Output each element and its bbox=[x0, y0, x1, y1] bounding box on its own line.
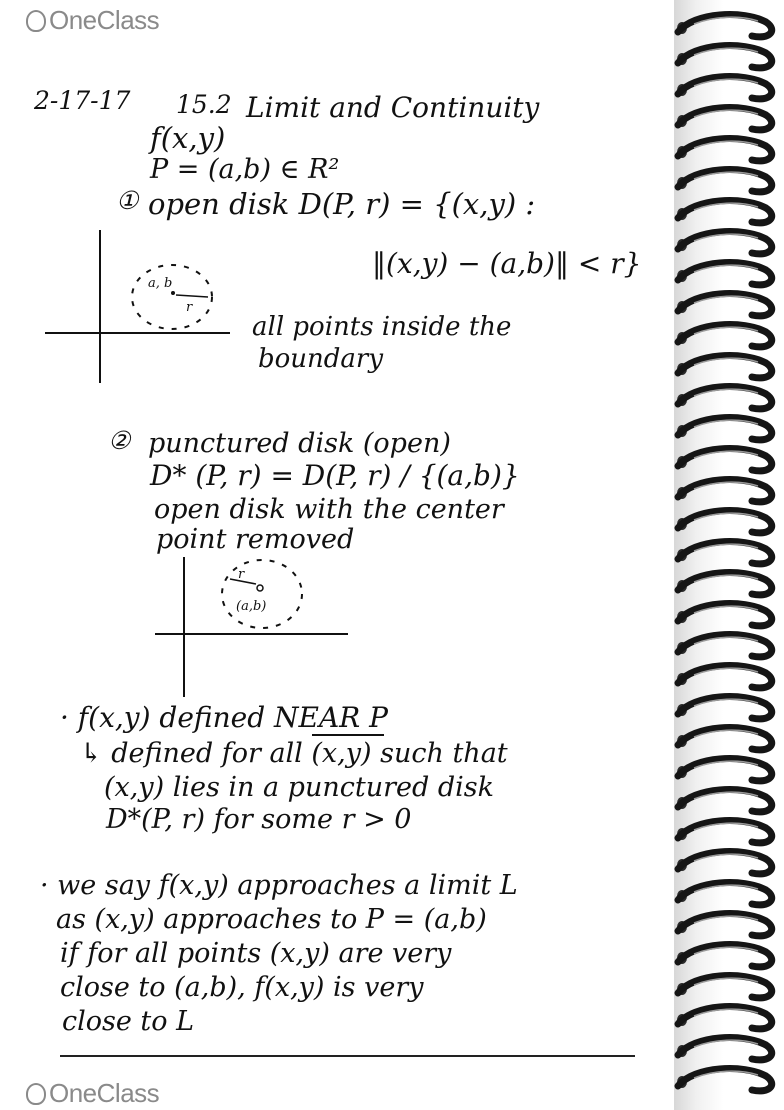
open-disk-condition: ‖(x,y) − (a,b)‖ < r} bbox=[372, 247, 642, 280]
spiral-coil bbox=[677, 356, 772, 378]
spiral-coil bbox=[677, 759, 772, 781]
spiral-coil bbox=[677, 232, 772, 254]
spiral-coil bbox=[677, 883, 772, 905]
punctured-disk-boundary bbox=[222, 560, 302, 628]
limit-definition-line2: as (x,y) approaches to P = (a,b) bbox=[56, 904, 487, 935]
spiral-coil bbox=[677, 790, 772, 812]
brand-logo-bottom bbox=[26, 1078, 159, 1109]
spiral-coil bbox=[677, 418, 772, 440]
function-notation: f(x,y) bbox=[150, 121, 226, 155]
spiral-coil bbox=[677, 1007, 772, 1029]
spiral-coil bbox=[677, 697, 772, 719]
date: 2-17-17 bbox=[34, 86, 131, 115]
spiral-coil bbox=[677, 139, 772, 161]
spiral-coil bbox=[677, 511, 772, 533]
spiral-coil bbox=[677, 294, 772, 316]
spiral-coil bbox=[677, 170, 772, 192]
spiral-coils bbox=[674, 0, 784, 1110]
near-definition-line4: D*(P, r) for some r > 0 bbox=[106, 804, 412, 835]
punctured-disk-graph bbox=[150, 552, 360, 702]
open-disk-note-line1: all points inside the bbox=[252, 312, 512, 342]
spiral-coil bbox=[677, 976, 772, 998]
brand-name: OneClass bbox=[49, 1078, 160, 1108]
spiral-coil bbox=[677, 821, 772, 843]
limit-definition-line1: · we say f(x,y) approaches a limit L bbox=[40, 870, 518, 901]
graph2-center-label: (a,b) bbox=[236, 599, 267, 614]
spiral-coil bbox=[677, 542, 772, 564]
punctured-disk-title: punctured disk (open) bbox=[148, 428, 451, 459]
punctured-disk-note-line1: open disk with the center bbox=[154, 494, 504, 525]
spiral-coil bbox=[677, 15, 772, 37]
spiral-coil bbox=[677, 604, 772, 626]
near-definition-line2: ↳ defined for all (x,y) such that bbox=[80, 738, 508, 769]
radius-line bbox=[176, 295, 208, 297]
spiral-coil bbox=[677, 1069, 772, 1091]
spiral-coil bbox=[677, 728, 772, 750]
spiral-coil bbox=[677, 1038, 772, 1060]
spiral-coil bbox=[677, 480, 772, 502]
spiral-coil bbox=[677, 108, 772, 130]
limit-definition-line5: close to L bbox=[62, 1006, 195, 1037]
item2-number: ② bbox=[108, 426, 131, 455]
spiral-binding bbox=[674, 0, 784, 1110]
near-definition-line3: (x,y) lies in a punctured disk bbox=[104, 772, 494, 803]
spiral-coil bbox=[677, 914, 772, 936]
open-disk-definition: open disk D(P, r) = {(x,y) : bbox=[148, 187, 536, 221]
near-underline bbox=[312, 734, 384, 736]
near-definition-line1: · f(x,y) defined NEAR P bbox=[60, 701, 389, 734]
section-number: 15.2 bbox=[176, 90, 232, 119]
limit-definition-line4: close to (a,b), f(x,y) is very bbox=[60, 972, 424, 1003]
spiral-coil bbox=[677, 573, 772, 595]
page-bottom-rule bbox=[60, 1055, 635, 1057]
page-title: Limit and Continuity bbox=[246, 91, 540, 124]
limit-definition-line3: if for all points (x,y) are very bbox=[60, 938, 452, 969]
brand-name: OneClass bbox=[49, 5, 160, 35]
spiral-coil bbox=[677, 263, 772, 285]
spiral-coil bbox=[677, 449, 772, 471]
spiral-coil bbox=[677, 387, 772, 409]
spiral-coil bbox=[677, 77, 772, 99]
apple-icon bbox=[26, 1083, 46, 1105]
spiral-coil bbox=[677, 666, 772, 688]
apple-icon bbox=[26, 10, 46, 32]
point-definition: P = (a,b) ∈ R² bbox=[150, 154, 340, 185]
item1-number: ① bbox=[116, 186, 139, 215]
brand-logo-top bbox=[26, 5, 159, 36]
spiral-coil bbox=[677, 945, 772, 967]
open-disk-graph bbox=[40, 225, 240, 390]
punctured-disk-note-line2: point removed bbox=[156, 524, 355, 555]
spiral-coil bbox=[677, 201, 772, 223]
graph2-radius-label: r bbox=[238, 567, 245, 582]
spiral-coil bbox=[677, 635, 772, 657]
spiral-coil bbox=[677, 852, 772, 874]
graph1-center-label: a, b bbox=[148, 276, 173, 291]
center-point bbox=[171, 291, 175, 295]
spiral-coil bbox=[677, 46, 772, 68]
removed-center-point bbox=[257, 585, 263, 591]
punctured-disk-definition: D* (P, r) = D(P, r) / {(a,b)} bbox=[150, 459, 520, 492]
spiral-coil bbox=[677, 325, 772, 347]
open-disk-note-line2: boundary bbox=[258, 344, 384, 374]
graph1-radius-label: r bbox=[186, 300, 193, 315]
